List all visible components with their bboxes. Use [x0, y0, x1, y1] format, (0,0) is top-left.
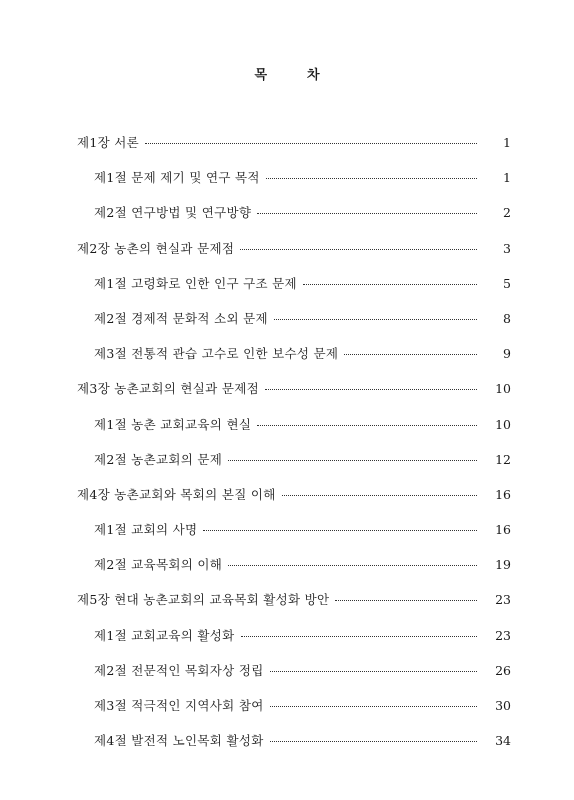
dot-leader — [266, 178, 477, 179]
toc-page-number: 30 — [495, 698, 511, 713]
page-title — [0, 64, 574, 83]
toc-page-number: 16 — [495, 486, 511, 502]
dot-leader — [303, 284, 477, 285]
toc-page-number: 34 — [495, 733, 511, 749]
dot-leader — [335, 600, 477, 601]
toc-section-entry[interactable] — [77, 696, 511, 731]
toc-chapter-entry[interactable] — [77, 133, 511, 168]
toc-entry-label: 제2절 농촌교회의 문제 — [94, 451, 223, 467]
toc-entry-label: 제2절 교육목회의 이해 — [94, 557, 223, 573]
toc-chapter-entry[interactable] — [77, 485, 511, 520]
toc-chapter-entry[interactable] — [77, 379, 511, 414]
toc-section-entry[interactable] — [77, 203, 511, 238]
toc-section-entry[interactable] — [77, 344, 511, 379]
toc-section-entry[interactable] — [77, 520, 511, 555]
toc-page-number: 23 — [495, 627, 511, 643]
dot-leader — [241, 636, 477, 637]
toc-page-number: 10 — [495, 416, 511, 432]
toc-section-entry[interactable] — [77, 626, 511, 661]
toc-page-number: 1 — [503, 135, 511, 150]
toc-section-entry[interactable] — [77, 274, 511, 309]
toc-section-entry[interactable] — [77, 555, 511, 590]
toc-section-entry[interactable] — [77, 450, 511, 485]
toc-entry-label: 제2장 농촌의 현실과 문제점 — [77, 240, 235, 256]
dot-leader — [228, 460, 477, 461]
dot-leader — [270, 671, 477, 672]
toc-entry-label: 제1장 서론 — [77, 135, 140, 150]
dot-leader — [344, 354, 477, 355]
dot-leader — [228, 565, 477, 566]
toc-entry-label: 제1절 문제 제기 및 연구 목적 — [94, 170, 260, 186]
toc-chapter-entry[interactable] — [77, 239, 511, 274]
toc-entry-label: 제3절 전통적 관습 고수로 인한 보수성 문제 — [94, 346, 339, 362]
toc-chapter-entry[interactable] — [77, 590, 511, 625]
toc-page-number: 3 — [503, 240, 511, 256]
dot-leader — [203, 530, 477, 531]
toc-entry-label: 제2절 전문적인 목회자상 정립 — [94, 662, 264, 678]
toc-entry-label: 제1절 고령화로 인한 인구 구조 문제 — [94, 275, 297, 291]
toc-entry-label: 제3절 적극적인 지역사회 참여 — [94, 698, 264, 713]
toc-entry-label: 제4장 농촌교회와 목회의 본질 이해 — [77, 486, 276, 502]
toc-page-number: 10 — [495, 381, 511, 397]
toc-page-number: 23 — [495, 592, 511, 608]
dot-leader — [145, 143, 477, 144]
toc-page-number: 16 — [495, 522, 511, 538]
title-char-2: 차 — [307, 68, 320, 83]
dot-leader — [274, 319, 477, 320]
toc-entry-label: 제1절 교회의 사명 — [94, 522, 198, 538]
toc-page-number: 9 — [503, 346, 511, 362]
dot-leader — [265, 389, 477, 390]
toc-page-number: 8 — [503, 310, 511, 326]
dot-leader — [270, 706, 477, 707]
toc-entry-label: 제1절 농촌 교회교육의 현실 — [94, 416, 252, 432]
toc-entry-label: 제2절 경제적 문화적 소외 문제 — [94, 310, 268, 326]
dot-leader — [240, 249, 477, 250]
toc-page-number: 26 — [495, 662, 511, 678]
toc-entry-label: 제1절 교회교육의 활성화 — [94, 627, 235, 643]
toc-section-entry[interactable] — [77, 415, 511, 450]
dot-leader — [282, 495, 477, 496]
toc-section-entry[interactable] — [77, 731, 511, 766]
toc-entry-label: 제5장 현대 농촌교회의 교육목회 활성화 방안 — [77, 592, 330, 608]
toc-section-entry[interactable] — [77, 661, 511, 696]
toc-entry-label: 제2절 연구방법 및 연구방향 — [94, 205, 252, 221]
toc-entry-label: 제4절 발전적 노인목회 활성화 — [94, 733, 264, 749]
toc-page-number: 12 — [495, 451, 511, 467]
title-char-1: 목 — [254, 68, 267, 83]
toc-page-number: 5 — [503, 275, 511, 291]
dot-leader — [270, 741, 477, 742]
dot-leader — [257, 425, 477, 426]
toc-page-number: 1 — [503, 170, 511, 186]
toc-section-entry[interactable] — [77, 309, 511, 344]
toc-page-number: 2 — [503, 205, 511, 221]
table-of-contents — [77, 133, 511, 766]
toc-entry-label: 제3장 농촌교회의 현실과 문제점 — [77, 381, 259, 397]
dot-leader — [257, 213, 477, 214]
toc-section-entry[interactable] — [77, 168, 511, 203]
toc-page-number: 19 — [495, 557, 511, 573]
